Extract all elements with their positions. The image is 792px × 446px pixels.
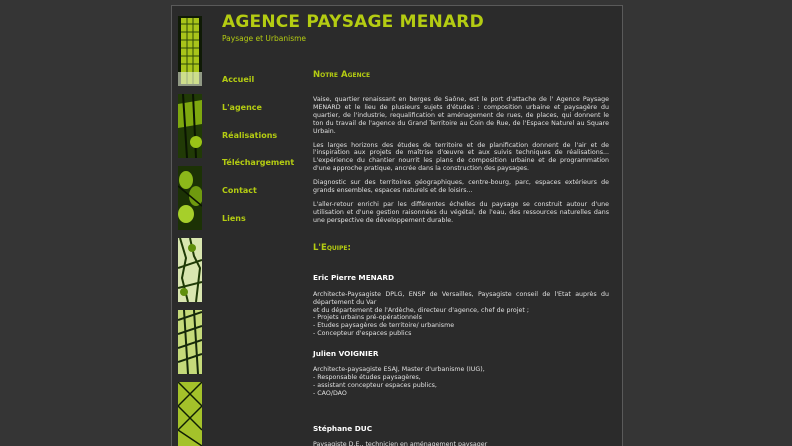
nav-link-realisations[interactable]: Réalisations xyxy=(222,130,278,140)
photo-building xyxy=(178,16,202,86)
member-role: - Etudes paysagères de territoire/ urbanisme xyxy=(313,322,455,330)
member-role: - Responsable études paysagères, xyxy=(313,374,421,382)
photo-structure xyxy=(178,382,202,446)
member-role: - assistant concepteur espaces publics, xyxy=(313,381,437,389)
agency-paragraph: L'aller-retour enrichi par les différentes échelles du paysage se construit autour d'une utilisation et d'une gestion raisonnées du végétal, de l'eau, des ressources naturelles dans une perspective de développement durable. xyxy=(313,200,609,224)
team-member xyxy=(313,273,609,338)
site-tagline: Paysage et Urbanisme xyxy=(222,34,307,43)
nav-link-accueil[interactable]: Accueil xyxy=(222,75,255,84)
nav-link-agence[interactable]: L'agence xyxy=(222,102,262,112)
main-nav xyxy=(222,75,294,242)
nav-link-contact[interactable]: Contact xyxy=(222,186,257,196)
photo-tree-shadow xyxy=(178,94,202,158)
nav-link-telechargement[interactable]: Téléchargement xyxy=(222,158,295,168)
page-frame xyxy=(171,5,623,446)
agency-paragraph: Les larges horizons des études de territoire et de planification donnent de l'air et de l'inspiration aux projets de maîtrise d'œuvre et aux suivis techniques de réalisations... L'expérience du chantier nourrit les plans de composition urbaine et de programmation d'une approche pratique, ancrée dans la construction des paysages. xyxy=(313,141,609,173)
photo-branches xyxy=(178,238,202,302)
agency-heading: Notre Agence xyxy=(313,70,371,80)
member-description: Architecte-Paysagiste DPLG, ENSP de Versailles, Paysagiste conseil de l'Etat auprès du département du Var xyxy=(313,290,609,306)
agency-paragraph: Diagnostic sur des territoires géographiques, centre-bourg, parc, espaces extérieurs de grands ensembles, espaces naturels et de loisirs... xyxy=(313,179,609,195)
photo-pergola xyxy=(178,310,202,374)
photo-strip xyxy=(178,16,202,446)
site-title: AGENCE PAYSAGE MENARD xyxy=(222,12,484,32)
main-content xyxy=(313,70,609,446)
photo-leaves xyxy=(178,166,202,230)
member-description: et du département de l'Ardèche, directeur d'agence, chef de projet ; xyxy=(313,306,529,314)
member-description: Paysagiste D.E., technicien en aménagement paysager xyxy=(313,440,488,446)
member-description: Architecte-paysagiste ESAJ, Master d'urbanisme (IUG), xyxy=(313,366,485,374)
nav-link-liens[interactable]: Liens xyxy=(222,213,246,223)
member-name: Eric Pierre MENARD xyxy=(313,272,395,282)
member-role: - Concepteur d'espaces publics xyxy=(313,330,412,338)
member-name: Stéphane DUC xyxy=(313,423,373,433)
member-role: - Projets urbains pré-opérationnels xyxy=(313,314,422,322)
team-heading: L'Equipe: xyxy=(313,242,351,253)
team-member xyxy=(313,424,609,446)
member-name: Julien VOIGNIER xyxy=(313,349,379,359)
agency-paragraph: Vaise, quartier renaissant en berges de Saône, est le port d'attache de l' Agence Paysage MENARD et le lieu de plusieurs sujets d'études : composition urbaine et paysagère du quartier, de l'industrie, requalification et aménagement de rues, de places, qui donnent le ton du travail de l'agence du Grand Territoire au Coin de Rue, de l'Espace Naturel au Square Urbain. xyxy=(313,96,609,135)
member-role: - CAO/DAO xyxy=(313,389,347,397)
team-member xyxy=(313,349,609,398)
